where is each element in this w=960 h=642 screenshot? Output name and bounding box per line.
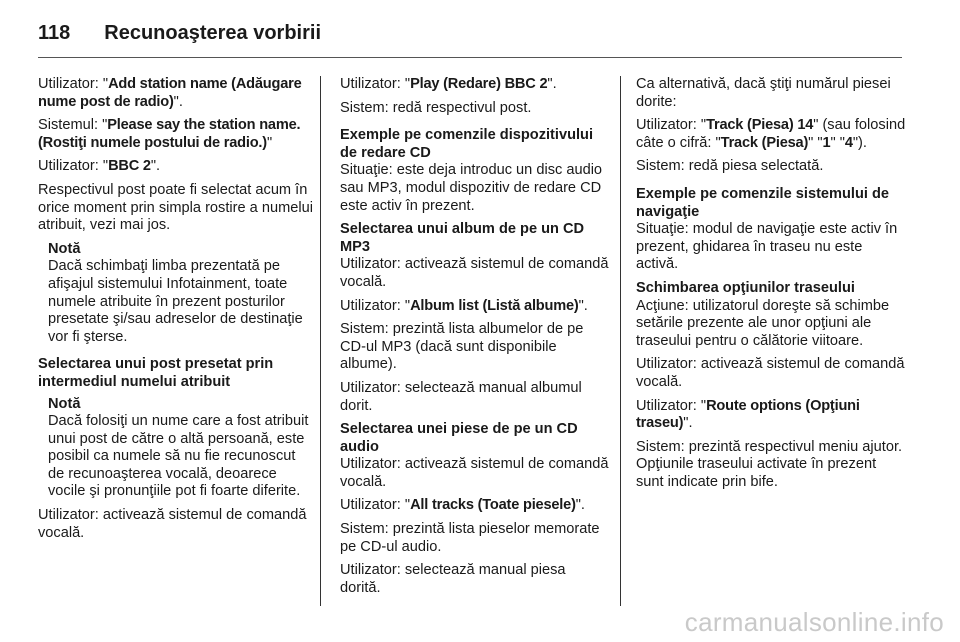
paragraph: Ca alternativă, dacă ştiţi numărul piesei dorite: bbox=[636, 76, 891, 110]
paragraph: Utilizator: "All tracks (Toate piesele)". bbox=[340, 497, 585, 514]
paragraph: Utilizator: activează sistemul de comandă vocală. bbox=[38, 507, 307, 541]
paragraph: Sistemul: "Please say the station name. (Rostiţi numele postului de radio.)" bbox=[38, 117, 301, 151]
paragraph: Sistem: redă respectivul post. bbox=[340, 99, 532, 116]
paragraph: Sistem: prezintă lista albumelor de pe CD-ul MP3 (dacă sunt disponibile albume). bbox=[340, 321, 584, 373]
subsection-heading: Selectarea unei piese de pe un CD audio bbox=[340, 421, 578, 455]
page-title: Recunoaşterea vorbirii bbox=[104, 22, 322, 44]
section-heading: Exemple pe comenzile dispozitivului de redare CD bbox=[340, 127, 594, 161]
voice-command: Album list (Listă albume) bbox=[410, 297, 579, 314]
note-title: Notă bbox=[48, 240, 81, 257]
note-title: Notă bbox=[48, 395, 81, 412]
voice-command: Track (Piesa) bbox=[720, 134, 809, 151]
paragraph: Utilizator: activează sistemul de comandă vocală. bbox=[340, 256, 609, 290]
paragraph: Acţiune: utilizatorul doreşte să schimbe setările prezente ale unor opţiuni ale traseului pentru o călătorie viitoare. bbox=[636, 297, 890, 349]
paragraph: Utilizator: "Play (Redare) BBC 2". bbox=[340, 76, 557, 92]
section-heading: Selectarea unui post presetat prin intermediul numelui atribuit bbox=[38, 356, 274, 390]
paragraph: Sistem: redă piesa selectată. bbox=[636, 158, 824, 175]
voice-command: BBC 2 bbox=[108, 158, 151, 175]
subsection-heading: Schimbarea opţiunilor traseului bbox=[636, 279, 855, 296]
voice-command: Add station name (Adăugare nume post de radio) bbox=[38, 76, 302, 110]
paragraph: Situaţie: modul de navigaţie este activ în prezent, ghidarea în traseu nu este activă. bbox=[636, 221, 898, 273]
paragraph: Utilizator: "Album list (Listă albume)". bbox=[340, 297, 588, 314]
subsection-heading: Selectarea unui album de pe un CD MP3 bbox=[340, 221, 585, 255]
voice-command: All tracks (Toate piesele) bbox=[410, 497, 576, 514]
page-number: 118 bbox=[38, 22, 71, 44]
voice-command: 4 bbox=[844, 134, 853, 151]
watermark: carmanualsonline.info bbox=[684, 607, 944, 637]
paragraph: Utilizator: "Route options (Opţiuni traseu)". bbox=[636, 397, 860, 432]
note-text: Dacă folosiţi un nume care a fost atribuit unui post de către o altă persoană, este posibil ca numele să nu fie recunoscut de recunoaşterea vocală, deoarece vocile şi pronunţiile pot fi foarte diferite. bbox=[48, 413, 309, 500]
note-box bbox=[48, 241, 313, 347]
paragraph: Utilizator: "BBC 2". bbox=[38, 158, 161, 175]
column-divider-1 bbox=[320, 76, 321, 606]
voice-command: Track (Piesa) 14 bbox=[706, 117, 814, 134]
paragraph: Utilizator: selectează manual albumul dorit. bbox=[340, 379, 582, 414]
column-divider-2 bbox=[620, 76, 621, 606]
paragraph: Utilizator: "Add station name (Adăugare nume post de radio)". bbox=[38, 76, 302, 110]
voice-command: Please say the station name. (Rostiţi numele postului de radio.) bbox=[38, 117, 301, 151]
paragraph: Utilizator: activează sistemul de comandă vocală. bbox=[636, 356, 905, 390]
paragraph: Situaţie: este deja introduc un disc audio sau MP3, modul dispozitiv de redare CD este activ în prezent. bbox=[340, 162, 603, 214]
header-rule bbox=[38, 57, 902, 58]
voice-command: Route options (Opţiuni traseu) bbox=[636, 397, 860, 432]
column-1 bbox=[38, 76, 313, 548]
note-box bbox=[48, 396, 313, 502]
paragraph: Respectivul post poate fi selectat acum în orice moment prin simpla rostire a numelui atribuit, vezi mai jos. bbox=[38, 181, 313, 234]
column-2 bbox=[340, 76, 610, 603]
page-header bbox=[38, 22, 321, 48]
paragraph: Utilizator: activează sistemul de comandă vocală. bbox=[340, 456, 609, 490]
column-3 bbox=[636, 76, 906, 497]
paragraph: Utilizator: selectează manual piesa dorită. bbox=[340, 562, 566, 596]
paragraph: Sistem: prezintă lista pieselor memorate pe CD-ul audio. bbox=[340, 521, 600, 555]
paragraph: Sistem: prezintă respectivul meniu ajutor. Opţiunile traseului activate în prezent sunt indicate prin bife. bbox=[636, 438, 903, 490]
section-heading: Exemple pe comenzile sistemului de navigaţie bbox=[636, 185, 890, 220]
note-text: Dacă schimbaţi limba prezentată pe afişajul sistemului Infotainment, toate numele atribuite în prezent posturilor presetate şi/sau adreselor de destinaţie vor fi şterse. bbox=[48, 258, 303, 345]
voice-command: 1 bbox=[822, 134, 831, 151]
paragraph: Utilizator: "Track (Piesa) 14" (sau folosind câte o cifră: "Track (Piesa)" "1" "4"). bbox=[636, 117, 906, 151]
voice-command: Play (Redare) BBC 2 bbox=[410, 76, 548, 92]
